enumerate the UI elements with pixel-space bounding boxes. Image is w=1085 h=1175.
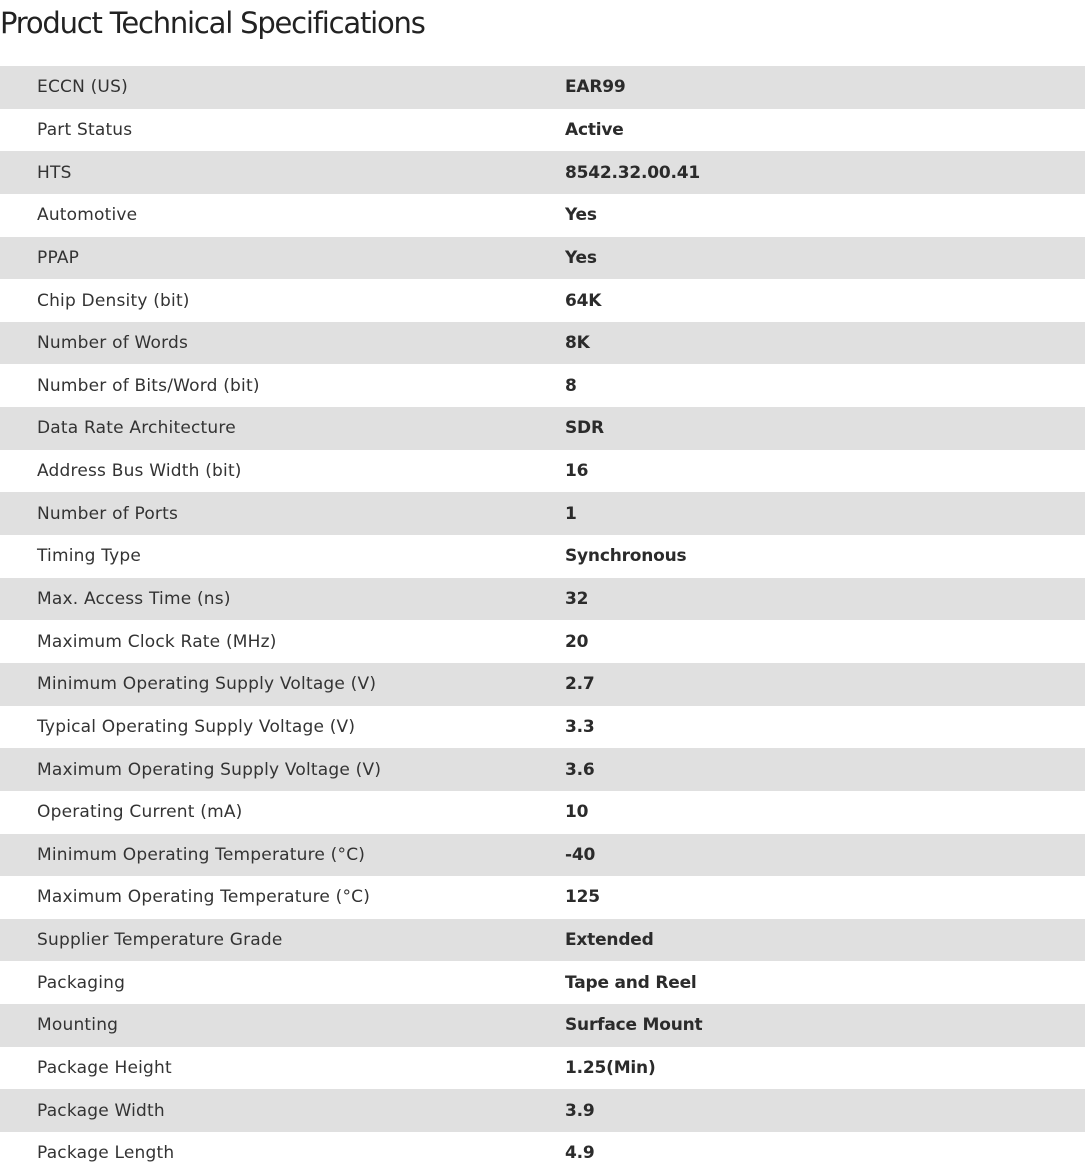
- spec-row: [0, 66, 1085, 109]
- spec-name: Package Height: [37, 1058, 172, 1079]
- spec-value: 3.9: [565, 1100, 595, 1121]
- specifications-table: [0, 66, 1085, 1175]
- page-title: Product Technical Specifications: [0, 6, 425, 40]
- spec-value: 8: [565, 375, 577, 396]
- spec-name: Maximum Operating Supply Voltage (V): [37, 759, 382, 780]
- spec-name: HTS: [37, 162, 72, 183]
- spec-name: PPAP: [37, 247, 80, 268]
- spec-name: Package Width: [37, 1100, 165, 1121]
- spec-name: Automotive: [37, 205, 138, 226]
- spec-name: Operating Current (mA): [37, 802, 243, 823]
- spec-row: [0, 1089, 1085, 1132]
- spec-value: 4.9: [565, 1143, 595, 1164]
- spec-value: Surface Mount: [565, 1015, 703, 1036]
- spec-value: EAR99: [565, 77, 626, 98]
- spec-value: 1.25(Min): [565, 1058, 656, 1079]
- spec-value: Yes: [565, 205, 597, 226]
- spec-name: Timing Type: [37, 546, 142, 567]
- spec-name: Packaging: [37, 972, 126, 993]
- spec-name: Number of Words: [37, 333, 189, 354]
- spec-name: Supplier Temperature Grade: [37, 930, 283, 951]
- spec-value: 10: [565, 802, 589, 823]
- spec-name: Mounting: [37, 1015, 119, 1036]
- spec-name: Part Status: [37, 119, 133, 140]
- spec-value: 8K: [565, 333, 590, 354]
- spec-value: 32: [565, 589, 589, 609]
- spec-value: 20: [565, 631, 589, 652]
- spec-row: [0, 364, 1085, 407]
- spec-name: ECCN (US): [37, 77, 128, 98]
- spec-value: 16: [565, 461, 589, 482]
- spec-value: 1: [565, 503, 577, 524]
- spec-name: Max. Access Time (ns): [37, 589, 231, 609]
- spec-value: 8542.32.00.41: [565, 162, 701, 183]
- spec-value: SDR: [565, 418, 604, 439]
- specifications-table-body: [0, 66, 1085, 1175]
- spec-row: [0, 919, 1085, 962]
- spec-row: [0, 620, 1085, 663]
- spec-value: 3.6: [565, 759, 595, 780]
- spec-row: [0, 578, 1085, 621]
- spec-name: Package Length: [37, 1143, 175, 1164]
- spec-value: Synchronous: [565, 546, 687, 567]
- spec-row: [0, 834, 1085, 877]
- spec-value: 2.7: [565, 674, 595, 695]
- spec-row: [0, 961, 1085, 1004]
- spec-row: [0, 407, 1085, 450]
- spec-value: -40: [565, 844, 596, 865]
- spec-row: [0, 1047, 1085, 1090]
- spec-row: [0, 535, 1085, 578]
- spec-row: [0, 876, 1085, 919]
- spec-name: Maximum Operating Temperature (°C): [37, 887, 371, 908]
- spec-name: Maximum Clock Rate (MHz): [37, 631, 277, 652]
- spec-row: [0, 791, 1085, 834]
- spec-name: Number of Ports: [37, 503, 179, 524]
- spec-name: Address Bus Width (bit): [37, 461, 242, 482]
- spec-row: [0, 151, 1085, 194]
- spec-row: [0, 237, 1085, 280]
- spec-name: Chip Density (bit): [37, 290, 190, 311]
- spec-value: Extended: [565, 930, 654, 951]
- spec-value: 64K: [565, 290, 602, 311]
- spec-row: [0, 450, 1085, 493]
- spec-value: 3.3: [565, 716, 595, 737]
- spec-value: 125: [565, 887, 600, 908]
- spec-row: [0, 663, 1085, 706]
- spec-row: [0, 279, 1085, 322]
- spec-row: [0, 748, 1085, 791]
- spec-value: Yes: [565, 247, 597, 268]
- spec-row: [0, 322, 1085, 365]
- spec-name: Minimum Operating Supply Voltage (V): [37, 674, 377, 695]
- spec-name: Data Rate Architecture: [37, 418, 236, 439]
- spec-row: [0, 109, 1085, 152]
- spec-row: [0, 1004, 1085, 1047]
- spec-row: [0, 1132, 1085, 1175]
- spec-row: [0, 492, 1085, 535]
- spec-name: Minimum Operating Temperature (°C): [37, 844, 366, 865]
- spec-value: Tape and Reel: [565, 972, 697, 993]
- spec-row: [0, 194, 1085, 237]
- spec-name: Typical Operating Supply Voltage (V): [37, 716, 356, 737]
- spec-row: [0, 706, 1085, 749]
- spec-name: Number of Bits/Word (bit): [37, 375, 260, 396]
- spec-value: Active: [565, 119, 624, 140]
